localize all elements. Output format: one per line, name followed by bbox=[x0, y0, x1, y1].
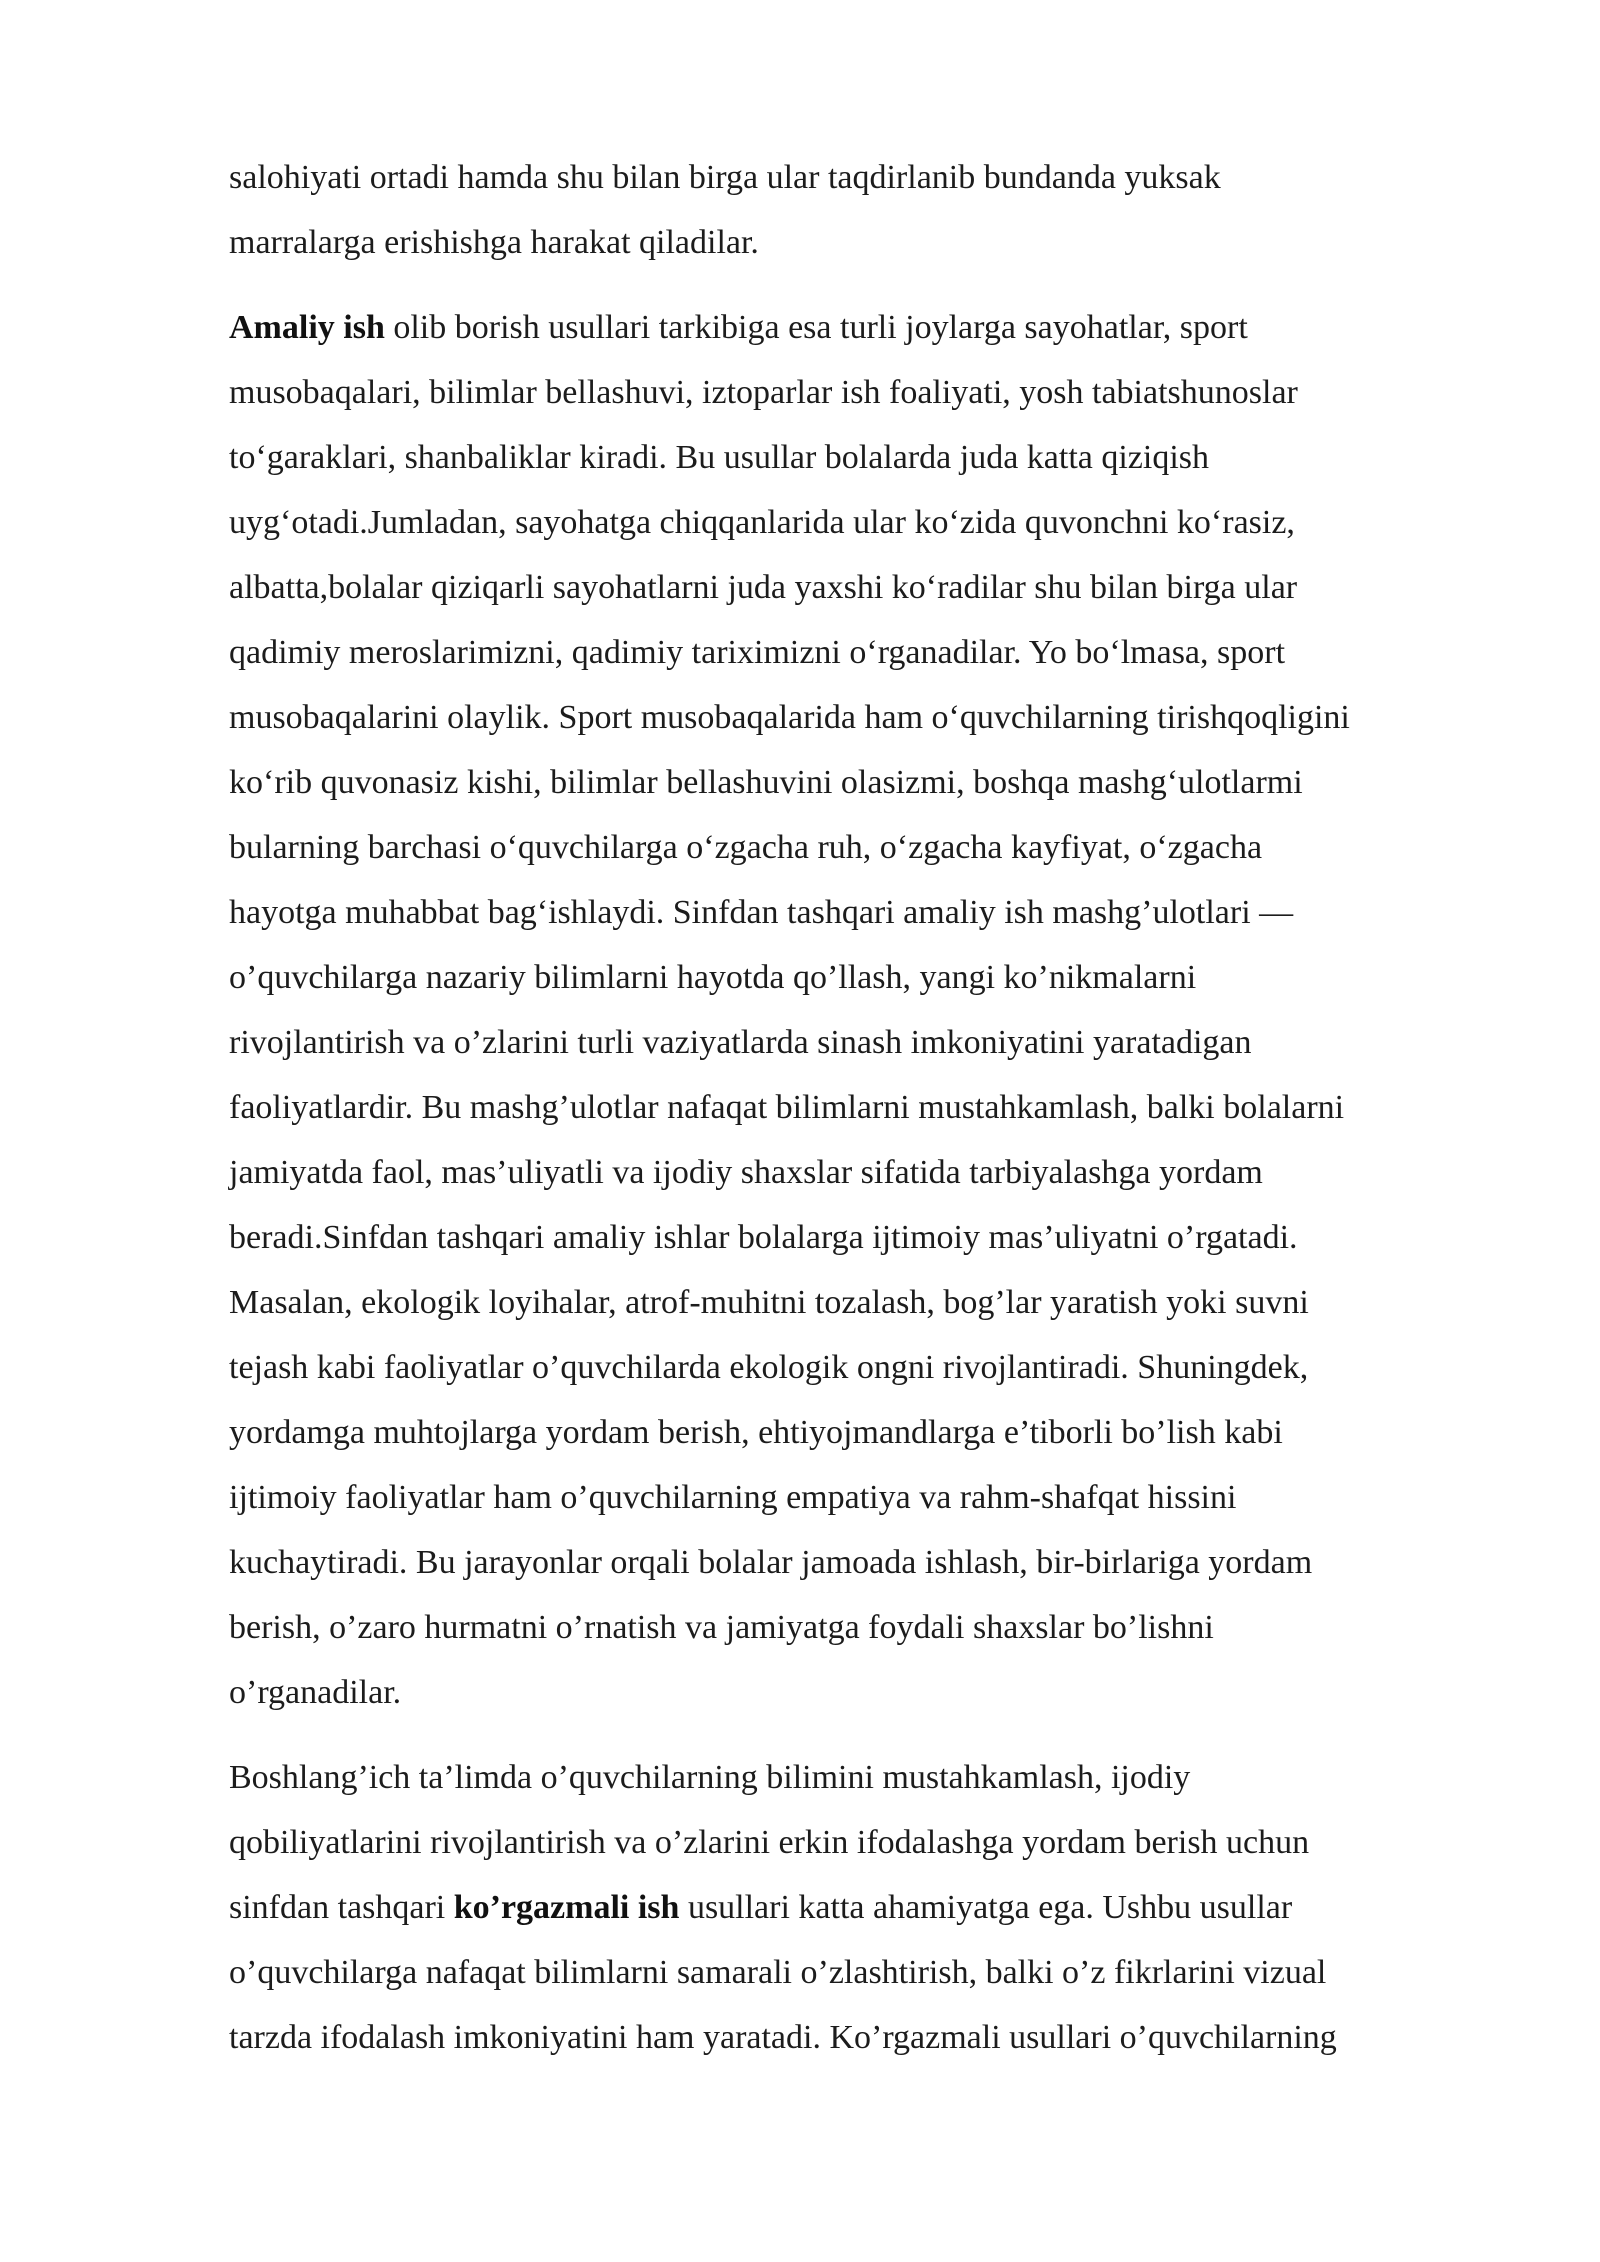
text-line: to‘garaklari, shanbaliklar kiradi. Bu usullar bolalarda juda katta qiziqish bbox=[229, 439, 1210, 476]
text-line: jamiyatda faol, mas’uliyatli va ijodiy shaxslar sifatida tarbiyalashga yordam bbox=[229, 1154, 1263, 1191]
text-line: hayotga muhabbat bag‘ishlaydi. Sinfdan tashqari amaliy ish mashg’ulotlari — bbox=[229, 894, 1294, 931]
text-line: marralarga erishishga harakat qiladilar. bbox=[229, 224, 759, 261]
text-line: rivojlantirish va o’zlarini turli vaziyatlarda sinash imkoniyatini yaratadigan bbox=[229, 1024, 1252, 1061]
text-line: musobaqalari, bilimlar bellashuvi, iztoparlar ish foaliyati, yosh tabiatshunoslar bbox=[229, 374, 1298, 411]
text-line: ijtimoiy faoliyatlar ham o’quvchilarning empatiya va rahm-shafqat hissini bbox=[229, 1479, 1237, 1516]
text-line: o’quvchilarga nazariy bilimlarni hayotda qo’llash, yangi ko’nikmalarni bbox=[229, 959, 1197, 996]
text-line: Masalan, ekologik loyihalar, atrof-muhitni tozalash, bog’lar yaratish yoki suvni bbox=[229, 1284, 1309, 1321]
text-line: faoliyatlardir. Bu mashg’ulotlar nafaqat bilimlarni mustahkamlash, balki bolalarni bbox=[229, 1089, 1345, 1126]
paragraph-gap bbox=[229, 1725, 1489, 1745]
text-line: albatta,bolalar qiziqarli sayohatlarni juda yaxshi ko‘radilar shu bilan birga ular bbox=[229, 569, 1298, 606]
text-line: qobiliyatlarini rivojlantirish va o’zlarini erkin ifodalashga yordam berish uchun bbox=[229, 1824, 1310, 1861]
text-line: sinfdan tashqari ko’rgazmali ish usullari katta ahamiyatga ega. Ushbu usullar bbox=[229, 1889, 1293, 1926]
text-line: musobaqalarini olaylik. Sport musobaqalarida ham o‘quvchilarning tirishqoqligini bbox=[229, 699, 1350, 736]
text-line: qadimiy meroslarimizni, qadimiy tariximizni o‘rganadilar. Yo bo‘lmasa, sport bbox=[229, 634, 1286, 671]
text-line: tejash kabi faoliyatlar o’quvchilarda ekologik ongni rivojlantiradi. Shuningdek, bbox=[229, 1349, 1309, 1386]
text-line: o’quvchilarga nafaqat bilimlarni samarali o’zlashtirish, balki o’z fikrlarini vizual bbox=[229, 1954, 1327, 1991]
text-line: yordamga muhtojlarga yordam berish, ehtiyojmandlarga e’tiborli bo’lish kabi bbox=[229, 1414, 1283, 1451]
paragraph-gap bbox=[229, 275, 1489, 295]
text-line: salohiyati ortadi hamda shu bilan birga ular taqdirlanib bundanda yuksak bbox=[229, 159, 1221, 196]
text-line: bularning barchasi o‘quvchilarga o‘zgacha ruh, o‘zgacha kayfiyat, o‘zgacha bbox=[229, 829, 1263, 866]
text-line: o’rganadilar. bbox=[229, 1674, 402, 1711]
bold-term-amaliy-ish: Amaliy ish bbox=[229, 309, 385, 346]
text-line: berish, o’zaro hurmatni o’rnatish va jamiyatga foydali shaxslar bo’lishni bbox=[229, 1609, 1214, 1646]
text-line: Boshlang’ich ta’limda o’quvchilarning bilimini mustahkamlash, ijodiy bbox=[229, 1759, 1191, 1796]
text-line: tarzda ifodalash imkoniyatini ham yaratadi. Ko’rgazmali usullari o’quvchilarning bbox=[229, 2019, 1337, 2056]
text-line: uyg‘otadi.Jumladan, sayohatga chiqqanlarida ular ko‘zida quvonchni ko‘rasiz, bbox=[229, 504, 1295, 541]
document-body bbox=[229, 145, 1489, 2070]
text-line: kuchaytiradi. Bu jarayonlar orqali bolalar jamoada ishlash, bir-birlariga yordam bbox=[229, 1544, 1313, 1581]
text-line: Amaliy ish olib borish usullari tarkibiga esa turli joylarga sayohatlar, sport bbox=[229, 309, 1248, 346]
text-line: beradi.Sinfdan tashqari amaliy ishlar bolalarga ijtimoiy mas’uliyatni o’rgatadi. bbox=[229, 1219, 1298, 1256]
text-line: ko‘rib quvonasiz kishi, bilimlar bellashuvini olasizmi, boshqa mashg‘ulotlarmi bbox=[229, 764, 1303, 801]
bold-term-korgazmali-ish: ko’rgazmali ish bbox=[453, 1889, 680, 1926]
